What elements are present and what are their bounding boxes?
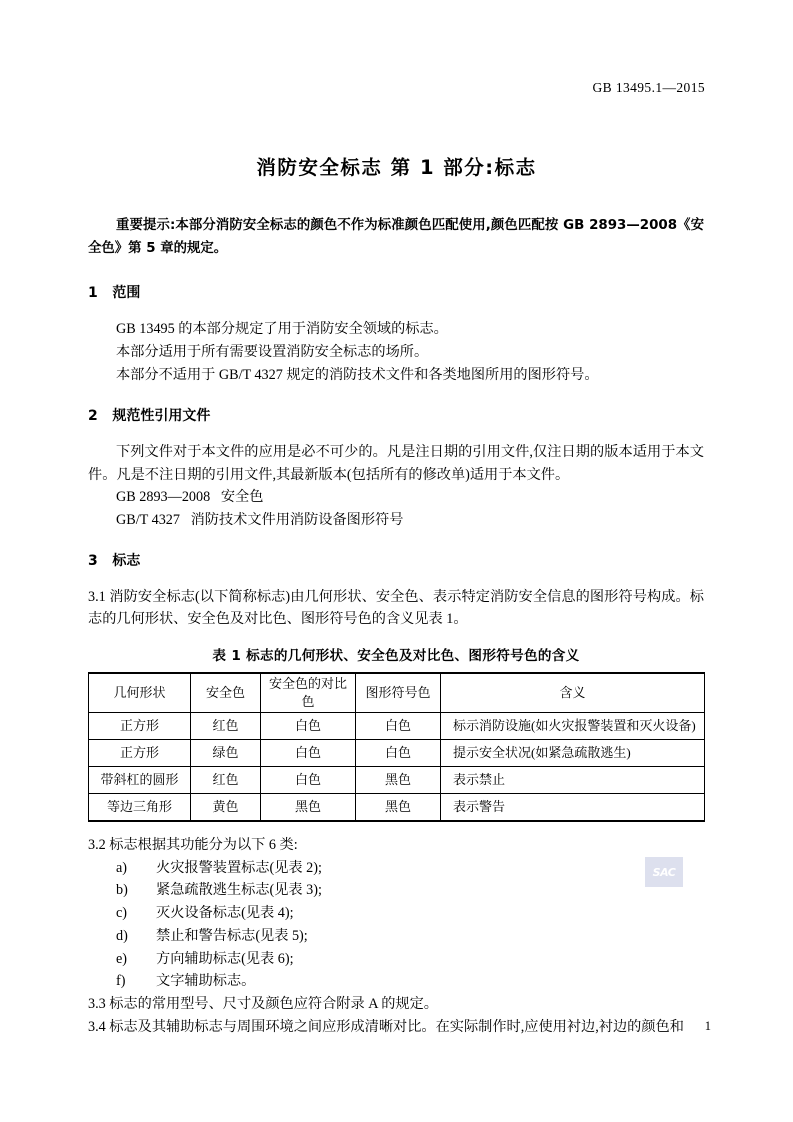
page-number: 1 [704,1019,711,1033]
section-2-references [88,486,704,532]
table-row [89,740,705,767]
list-marker: f) [116,973,126,990]
list-item-text: 禁止和警告标志(见表 5); [156,927,308,944]
section-1-line-1: GB 13495 的本部分规定了用于消防安全领域的标志。 [116,321,448,337]
section-1-lines [88,318,704,387]
document-title: 消防安全标志 第 1 部分:标志 [256,156,537,179]
table-1-sign-shape-color-meaning [88,672,705,822]
list-item-text: 方向辅助标志(见表 6); [156,950,294,967]
table-cell-meaning: 表示警告 [441,794,705,822]
list-item-text: 紧急疏散逃生标志(见表 3); [156,882,322,899]
clause-3-1: 3.1 消防安全标志(以下简称标志)由几何形状、安全色、表示特定消防安全信息的图形符号构成。标志的几何形状、安全色及对比色、图形符号色的含义见表 1。 [88,589,704,627]
table-cell-symbol-color: 白色 [356,713,441,740]
section-heading-1: 1 范围 [88,285,141,301]
clause-3-3: 3.3 标志的常用型号、尺寸及颜色应符合附录 A 的规定。 [88,996,438,1013]
important-note: 重要提示:本部分消防安全标志的颜色不作为标准颜色匹配使用,颜色匹配按 GB 2893—2008《安全色》第 5 章的规定。 [88,218,704,256]
table-col-header: 含义 [441,673,705,713]
table-cell-safety-color: 红色 [191,767,261,794]
table-cell-shape: 带斜杠的圆形 [89,767,191,794]
table-cell-shape: 正方形 [89,713,191,740]
table-cell-symbol-color: 白色 [356,740,441,767]
section-1-line-2: 本部分适用于所有需要设置消防安全标志的场所。 [116,344,429,360]
list-item-text: 文字辅助标志。 [156,973,256,990]
table-cell-symbol-color: 黑色 [356,767,441,794]
list-marker: c) [116,905,128,922]
list-item [116,902,704,925]
section-1-line-3: 本部分不适用于 GB/T 4327 规定的消防技术文件和各类地图所用的图形符号。 [116,367,599,383]
table-cell-contrast-color: 白色 [261,713,356,740]
clause-3-4: 3.4 标志及其辅助标志与周围环境之间应形成清晰对比。在实际制作时,应使用衬边,衬边的颜色和 [88,1018,684,1035]
list-item [116,857,704,880]
table-cell-contrast-color: 黑色 [261,794,356,822]
list-item [116,925,704,948]
section-2-paragraph: 下列文件对于本文件的应用是必不可少的。凡是注日期的引用文件,仅注日期的版本适用于本文件。凡是不注日期的引用文件,其最新版本(包括所有的修改单)适用于本文件。 [88,444,704,483]
list-marker: e) [116,950,128,967]
table-row [89,794,705,822]
table-header-row [89,673,705,713]
sac-watermark-logo: SAC [645,857,683,887]
running-header-standard-code: GB 13495.1—2015 [592,80,705,95]
table-row [89,767,705,794]
table-cell-shape: 等边三角形 [89,794,191,822]
table-col-header: 安全色 [191,673,261,713]
clause-3-2: 3.2 标志根据其功能分为以下 6 类: [88,837,298,853]
list-item [116,970,704,993]
table-col-header: 安全色的对比色 [261,673,356,713]
table-cell-safety-color: 红色 [191,713,261,740]
table-cell-safety-color: 绿色 [191,740,261,767]
table-cell-contrast-color: 白色 [261,740,356,767]
reference-item: GB/T 4327 消防技术文件用消防设备图形符号 [116,512,404,528]
reference-item: GB 2893—2008 安全色 [116,489,264,505]
list-marker: b) [116,882,128,899]
table-cell-meaning: 提示安全状况(如紧急疏散逃生) [441,740,705,767]
section-heading-3: 3 标志 [88,553,141,569]
table-1-caption: 表 1 标志的几何形状、安全色及对比色、图形符号色的含义 [212,648,580,664]
table-cell-symbol-color: 黑色 [356,794,441,822]
list-marker: d) [116,927,128,944]
list-item [116,879,704,902]
document-body [88,214,704,1038]
table-cell-contrast-color: 白色 [261,767,356,794]
table-cell-safety-color: 黄色 [191,794,261,822]
section-heading-2: 2 规范性引用文件 [88,408,211,424]
list-item-text: 火灾报警装置标志(见表 2); [156,859,322,876]
table-col-header: 几何形状 [89,673,191,713]
clause-3-2-list [88,857,704,994]
table-cell-meaning: 表示禁止 [441,767,705,794]
table-col-header: 图形符号色 [356,673,441,713]
table-row [89,713,705,740]
table-cell-meaning: 标示消防设施(如火灾报警装置和灭火设备) [441,713,705,740]
list-item-text: 灭火设备标志(见表 4); [156,905,294,922]
list-marker: a) [116,859,128,876]
list-item [116,948,704,971]
table-cell-shape: 正方形 [89,740,191,767]
